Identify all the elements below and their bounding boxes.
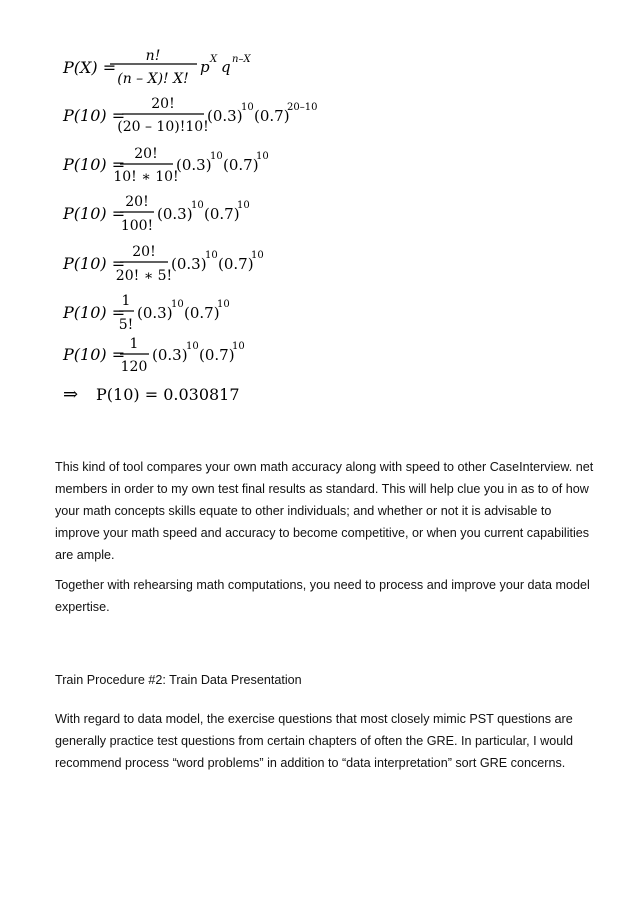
equation-row-3 xyxy=(62,146,269,185)
fraction-numerator: 1 xyxy=(129,336,139,352)
tail-exp-1: 10 xyxy=(241,102,254,113)
tail-factor-2: (0.7) xyxy=(184,304,220,322)
tail-exp-1: 10 xyxy=(191,200,204,211)
fraction-denominator: (n – X)! X! xyxy=(117,71,189,87)
fraction-denominator: 20! ∗ 5! xyxy=(115,268,173,284)
equation-block xyxy=(0,0,638,420)
equation-lhs: P(X) = xyxy=(63,58,117,77)
fraction-denominator: 100! xyxy=(120,218,154,234)
fraction-denominator: (20 – 10)!10! xyxy=(117,119,209,135)
equation-row-8 xyxy=(63,384,240,405)
equation-lhs: P(10) = xyxy=(63,204,126,223)
tail-factor-1: (0.3) xyxy=(176,156,212,174)
tail-base-p: p xyxy=(200,58,210,76)
tail-exp-2: 10 xyxy=(237,200,250,211)
equation-row-1 xyxy=(62,48,251,87)
tail-factor-1: (0.3) xyxy=(152,346,188,364)
paragraph-data-model: Together with rehearsing math computations, you need to process and improve your data model expertise. xyxy=(55,578,590,614)
section-heading: Train Procedure #2: Train Data Presentation xyxy=(55,673,302,687)
equation-lhs: P(10) = xyxy=(63,254,126,273)
equation-lhs: P(10) = xyxy=(63,303,126,322)
tail-factor-2: (0.7) xyxy=(204,205,240,223)
tail-exp-2: 20–10 xyxy=(287,102,318,113)
fraction-numerator: 20! xyxy=(132,244,156,260)
implies-arrow-icon: ⇒ xyxy=(63,384,79,405)
fraction-denominator: 5! xyxy=(118,317,134,333)
tail-factor-2: (0.7) xyxy=(218,255,254,273)
tail-exp-1: 10 xyxy=(171,299,184,310)
equation-svg xyxy=(0,0,638,420)
equation-row-5 xyxy=(62,244,264,284)
equation-row-7 xyxy=(62,336,245,375)
fraction-numerator: 20! xyxy=(134,146,158,162)
equation-row-2 xyxy=(62,96,317,135)
equation-lhs: P(10) = xyxy=(63,106,126,125)
paragraph-accuracy-tool: This kind of tool compares your own math accuracy along with speed to other CaseInterview. net members in order to my own test final results as standard. This will help clue you in as to of how your math concepts skills equate to other individuals; and whether or not it is advisable to improve your math speed and accuracy to become competitive, or when you current capabilities are ample. xyxy=(55,460,594,562)
fraction-numerator: 20! xyxy=(125,194,149,210)
tail-exp-1: 10 xyxy=(205,250,218,261)
tail-factor-1: (0.3) xyxy=(137,304,173,322)
equation-lhs: P(10) = xyxy=(63,155,126,174)
fraction-denominator: 10! ∗ 10! xyxy=(113,169,179,185)
tail-exp-1: 10 xyxy=(186,341,199,352)
fraction-denominator: 120 xyxy=(120,359,148,375)
tail-factor-1: (0.3) xyxy=(157,205,193,223)
paragraph-gre-practice: With regard to data model, the exercise questions that most closely mimic PST questions are generally practice test questions from certain chapters of often the GRE. In particular, I would recommend process “word problems” in addition to “data interpretation” sort GRE concerns. xyxy=(55,712,574,770)
tail-base-q: q xyxy=(221,58,231,76)
tail-exp-q: n–X xyxy=(232,54,251,65)
final-result: P(10) = 0.030817 xyxy=(96,385,240,404)
tail-exp-1: 10 xyxy=(210,151,223,162)
fraction-numerator: 20! xyxy=(151,96,175,112)
equation-row-4 xyxy=(62,194,250,234)
fraction-numerator: 1 xyxy=(121,293,131,309)
tail-exp-2: 10 xyxy=(217,299,230,310)
tail-factor-1: (0.3) xyxy=(207,107,243,125)
fraction-numerator: n! xyxy=(145,48,161,64)
tail-exp-2: 10 xyxy=(256,151,269,162)
tail-factor-2: (0.7) xyxy=(223,156,259,174)
equation-lhs: P(10) = xyxy=(63,345,126,364)
tail-exp-p: X xyxy=(210,54,218,65)
tail-exp-2: 10 xyxy=(251,250,264,261)
tail-exp-2: 10 xyxy=(232,341,245,352)
tail-factor-2: (0.7) xyxy=(199,346,235,364)
tail-factor-1: (0.3) xyxy=(171,255,207,273)
tail-factor-2: (0.7) xyxy=(254,107,290,125)
equation-row-6 xyxy=(62,293,230,333)
